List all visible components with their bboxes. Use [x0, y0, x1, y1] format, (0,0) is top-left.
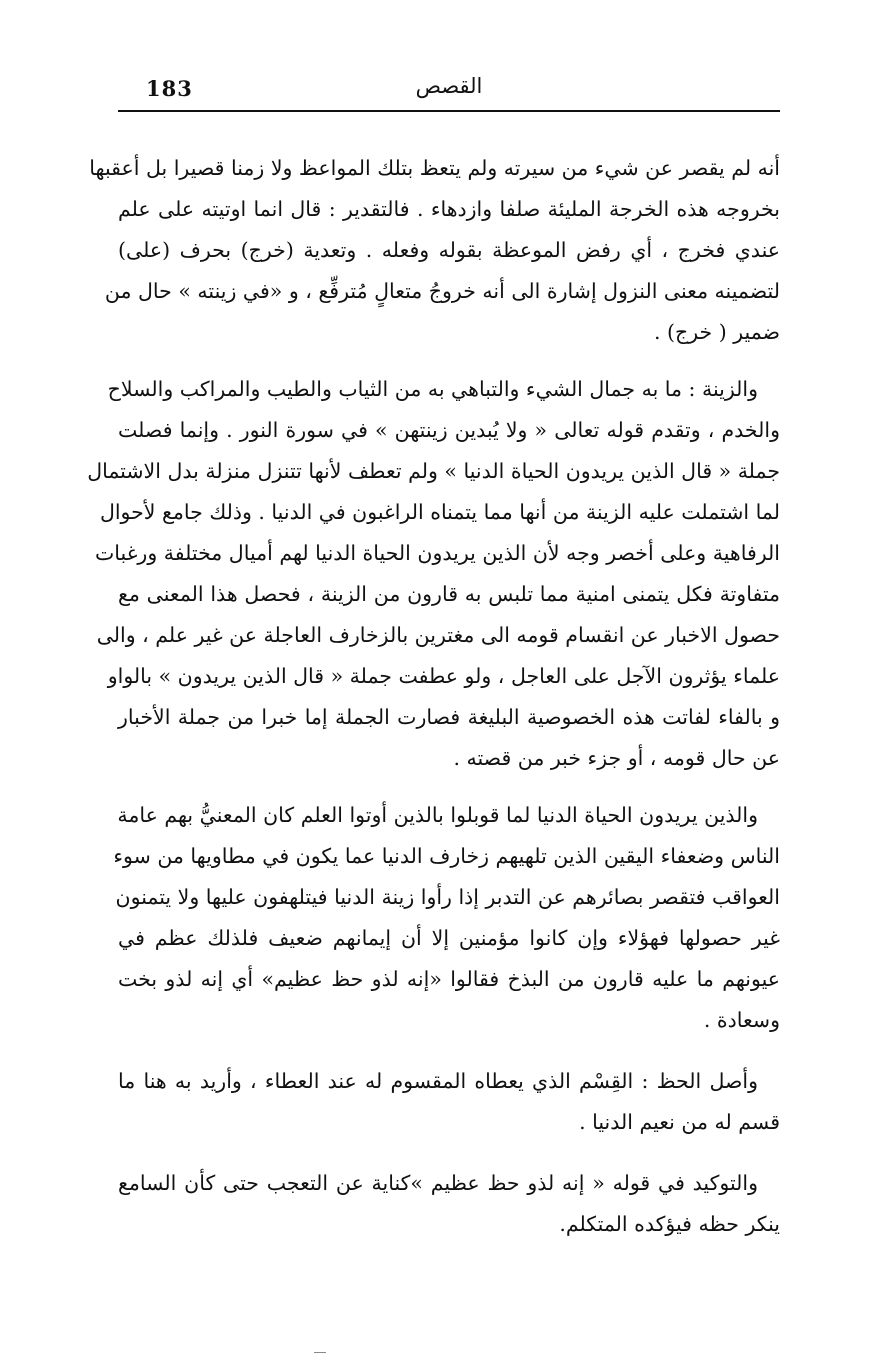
text-line: أنه لم يقصر عن شيء من سيرته ولم يتعظ بتلك المواعظ ولا زمنا قصيرا بل أعقبها [89, 156, 780, 180]
text-line: علماء يؤثرون الآجل على العاجل ، ولو عطفت جملة « قال الذين يريدون » بالواو [107, 664, 780, 688]
paragraph [118, 1163, 780, 1245]
text-line: قسم له من نعيم الدنيا . [579, 1110, 780, 1134]
paragraph [87, 369, 780, 779]
paragraph [89, 148, 780, 353]
body-text [87, 148, 780, 1245]
text-line: عيونهم ما عليه قارون من البذخ فقالوا «إنه لذو حظ عظيم» أي إنه لذو بخت [118, 967, 780, 991]
paragraph [113, 795, 780, 1041]
text-line: لما اشتملت عليه الزينة من أنها مما يتمناه الراغبون في الدنيا . وذلك جامع لأحوال [99, 500, 780, 524]
text-line: متفاوتة فكل يتمنى امنية مما تلبس به قارون من الزينة ، فحصل هذا المعنى مع [118, 582, 780, 606]
text-line: والخدم ، وتقدم قوله تعالى « ولا يُبدين زينتهن » في سورة النور . وإنما فصلت [118, 418, 780, 442]
text-line: لتضمينه معنى النزول إشارة الى أنه خروجُ متعالٍ مُترفِّع ، و «في زينته » حال من [104, 279, 780, 303]
text-line: ضمير ( خرج) . [653, 320, 780, 344]
page-number: 183 [146, 76, 193, 101]
text-line: والتوكيد في قوله « إنه لذو حظ عظيم »كناية عن التعجب حتى كأن السامع [118, 1171, 758, 1195]
text-line: والذين يريدون الحياة الدنيا لما قوبلوا بالذين أوتوا العلم كان المعنيُّ بهم عامة [117, 803, 758, 827]
text-line: العواقب فتقصر بصائرهم عن التدبر إذا رأوا زينة الدنيا فيتلهفون عليها ولا يتمنون [115, 885, 780, 909]
text-line: بخروجه هذه الخرجة المليئة صلفا وازدهاء . فالتقدير : قال انما اوتيته على علم [118, 197, 780, 221]
text-line: عن حال قومه ، أو جزء خبر من قصته . [453, 746, 780, 770]
page-header [118, 68, 780, 108]
text-line: حصول الاخبار عن انقسام قومه الى مغترين بالزخارف العاجلة عن غير علم ، والى [96, 623, 780, 647]
header-rule [118, 110, 780, 112]
text-line: جملة « قال الذين يريدون الحياة الدنيا » ولم تعطف لأنها تتنزل منزلة بدل الاشتمال [87, 459, 780, 483]
text-line: الرفاهية وعلى أخصر وجه لأن الذين يريدون الحياة الدنيا لهم أميال مختلفة ورغبات [94, 541, 780, 565]
text-line: والزينة : ما به جمال الشيء والتباهي به من الثياب والطيب والمراكب والسلاح [107, 377, 758, 401]
text-line: و بالفاء لفاتت هذه الخصوصية البليغة فصارت الجملة إما خبرا من جملة الأخبار [118, 705, 780, 729]
text-line: عندي فخرج ، أي رفض الموعظة بقوله وفعله . وتعدية (خرج) بحرف (على) [118, 238, 780, 262]
text-line: غير حصولها فهؤلاء وإن كانوا مؤمنين إلا أن إيمانهم ضعيف فلذلك عظم في [118, 926, 780, 950]
print-mark [314, 1352, 326, 1353]
paragraph [118, 1061, 780, 1143]
text-line: وسعادة . [703, 1008, 780, 1032]
text-line: وأصل الحظ : القِسْم الذي يعطاه المقسوم له عند العطاء ، وأريد به هنا ما [118, 1069, 758, 1093]
running-title: القصص [415, 74, 483, 98]
text-line: ينكر حظه فيؤكده المتكلم. [559, 1212, 780, 1236]
text-line: الناس وضعفاء اليقين الذين تلهيهم زخارف الدنيا عما يكون في مطاويها من سوء [113, 844, 780, 868]
